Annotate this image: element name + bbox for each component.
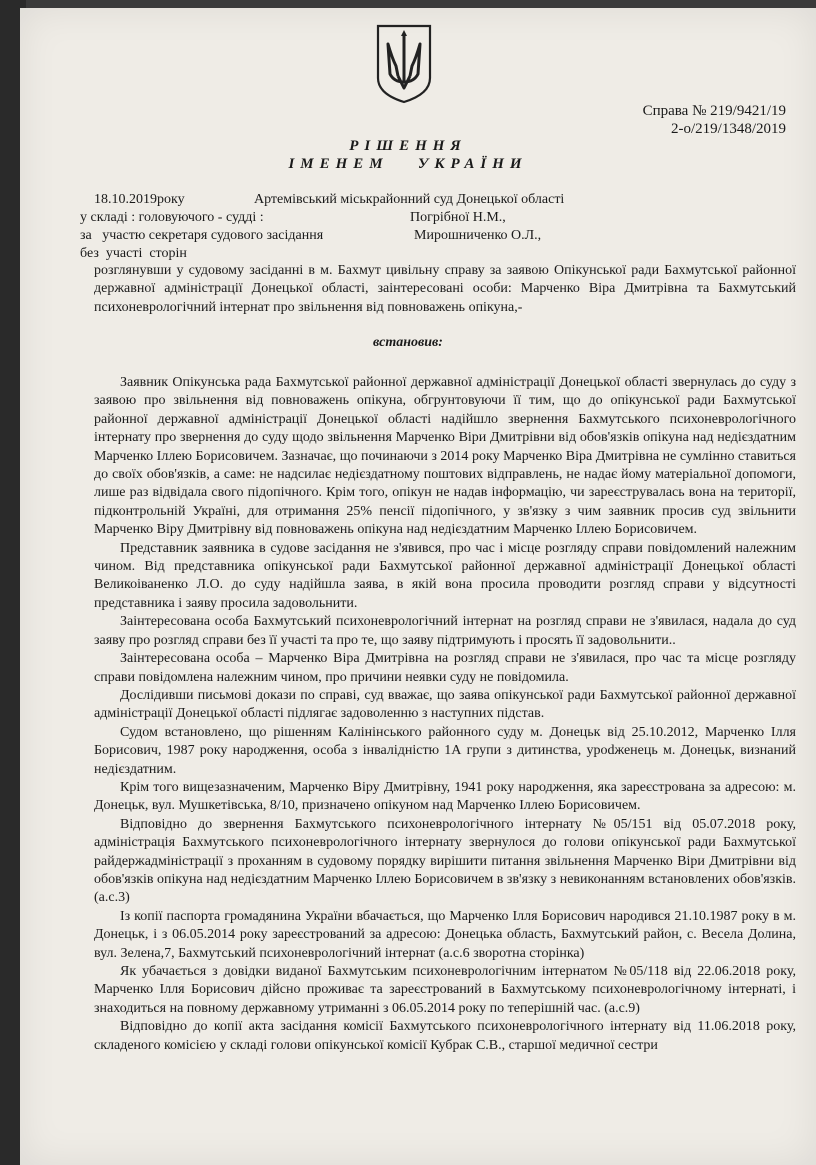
established-heading: встановив: bbox=[373, 335, 443, 350]
paragraph: Заявник Опікунська рада Бахмутської районної державної адміністрації Донецької області звернулась до суду з заявою про звільнення від повноважень опікуна, обгрунтовуючи її тим, що до опікунської ради Бахмутської районної державної адміністрації Донецької області надійшло звернення Бахмутського психоневрологічного інтернату про звернення до суду щодо звільнення Марченко Віри Дмитрівни від обов'язків опікуна над недієздатним Марченко Іллею Борисовичем. Зазначає, що починаючи з 2014 року Марченко Віра Дмитрівна не сумлінно ставиться до своїх обов'язків, а саме: не надсилає недієздатному поштових відправлень, не надає йому матеріальної допомоги, лише раз відвідала свого підопічного. Крім того, опікун не надав інформацію, чи зареєструвалась вона на території, підконтрольній Україні, для отримання 25% пенсії підопічного, у зв'язку з чим заявник просив суд звільнити Марченко Віру Дмитрівну від повноважень опікуна над недієздатним Марченко Іллею Борисовичем. bbox=[94, 375, 796, 538]
paragraph: Крім того вищезазначеним, Марченко Віру Дмитрівну, 1941 року народження, яка зареєстрована за адресою: м. Донецьк, вул. Мушкетівська, 8/10, призначено опікуном над Марченко Іллею Борисовичем. bbox=[94, 779, 796, 814]
paragraph: Заінтересована особа Бахмутський психоневрологічний інтернат на розгляд справи не з'явилася, надала до суд заяву про розгляд справи без її участі та про те, що заяву підтримують і просять її задовольнити.. bbox=[94, 614, 796, 648]
case-number-block bbox=[643, 102, 786, 138]
intro-text: розглянувши у судовому засіданні в м. Бахмут цивільну справу за заявою Опікунської ради Бахмутської районної державної адміністрації Донецької області, заінтересовані особи: Марченко Віра Дмитрівна та Бахмутський психоневрологічний інтернат про звільнення від повноважень опікуна,- bbox=[94, 263, 796, 315]
court-name: Артемівський міськрайонний суд Донецької області bbox=[254, 192, 565, 207]
decision-date: 18.10.2019року bbox=[94, 192, 185, 207]
intro-paragraph bbox=[94, 262, 796, 317]
secretary-name: Мирошниченко О.Л., bbox=[414, 228, 542, 243]
decision-body bbox=[94, 374, 796, 1055]
paragraph: Відповідно до звернення Бахмутського психоневрологічного інтернату №05/151 від 05.07.2018 року, адміністрація Бахмутського психоневрологічного інтернату звернулося до голови опікунської ради Бахмутської райдержадміністрації з проханням в судовому порядку вирішити питання звільнення Марченко Віри Дмитрівни від обов'язків опікуна над недієздатним Марченко Іллею Борисовичем в зв'язку з невиконанням встановлених обов'язків. (а.с.3) bbox=[94, 816, 796, 906]
paragraph: Відповідно до копії акта засідання комісії Бахмутського психоневрологічного інтернату від 11.06.2018 року, складеного комісією у складі голови опікунської комісії Кубрак С.В., старшої медичної сестри bbox=[94, 1019, 796, 1053]
parties-note: без участі сторін bbox=[80, 246, 187, 261]
paragraph: Як убачається з довідки виданої Бахмутським психоневрологічним інтернатом №05/118 від 22.06.2018 року, Марченко Ілля Борисович дійсно проживає та зареєстрований в Бахмутському психоневрологічному інтернаті, і знаходиться на повному державному утриманні з 06.05.2014 року по теперішній час. (а.с.9) bbox=[94, 964, 796, 1016]
paragraph: Судом встановлено, що рішенням Калінінського районного суду м. Донецьк від 25.10.2012, Марченко Ілля Борисович, 1987 року народження, особа з інвалідністю 1А групи з дитинства, урodженець м. Донецьк, визнаний недієздатним. bbox=[94, 724, 796, 777]
paragraph: Представник заявника в судове засідання не з'явився, про час і місце розгляду справи повідомлений належним чином. Від представника опікунської ради Бахмутської районної державної адміністрації Донецької області Великоіваненко Л.О. до суду надійшла заява, в якій вона просила проводити розгляд справи у відсутності представника і заяву просила задовольнити. bbox=[94, 540, 796, 611]
paragraph: Заінтересована особа – Марченко Віра Дмитрівна на розгляд справи не з'явилася, про час та місце розгляду справи повідомлена належним чином, про причини неявки суду не повідомила. bbox=[94, 651, 796, 685]
decision-title: РІШЕННЯ bbox=[349, 138, 467, 154]
decision-subtitle: ІМЕНЕМ УКРАЇНИ bbox=[288, 156, 528, 172]
case-number: Справа № 219/9421/19 bbox=[642, 103, 786, 119]
secretary-label: за участю секретаря судового засідання bbox=[80, 228, 324, 243]
judge-label: у складі : головуючого - судді : bbox=[80, 210, 264, 225]
paragraph: Дослідивши письмові докази по справі, суд вважає, що заява опікунської ради Бахмутської районної державної адміністрації Донецької області підлягає задоволенню з наступних підстав. bbox=[94, 687, 796, 722]
coat-of-arms-icon bbox=[374, 22, 434, 104]
proceeding-number: 2-о/219/1348/2019 bbox=[671, 121, 786, 137]
paragraph: Із копії паспорта громадянина України вбачається, що Марченко Ілля Борисович народився 21.10.1987 року в м. Донецьк, і з 06.05.2014 року зареєстрований за адресою: Донецька область, Бахмутський район, с. Весела Долина, вул. Зелена,7, Бахмутський психоневрологічний інтернат (а.с.6 зворотна сторінка) bbox=[94, 908, 796, 961]
judge-name: Погрібної Н.М., bbox=[410, 210, 506, 225]
